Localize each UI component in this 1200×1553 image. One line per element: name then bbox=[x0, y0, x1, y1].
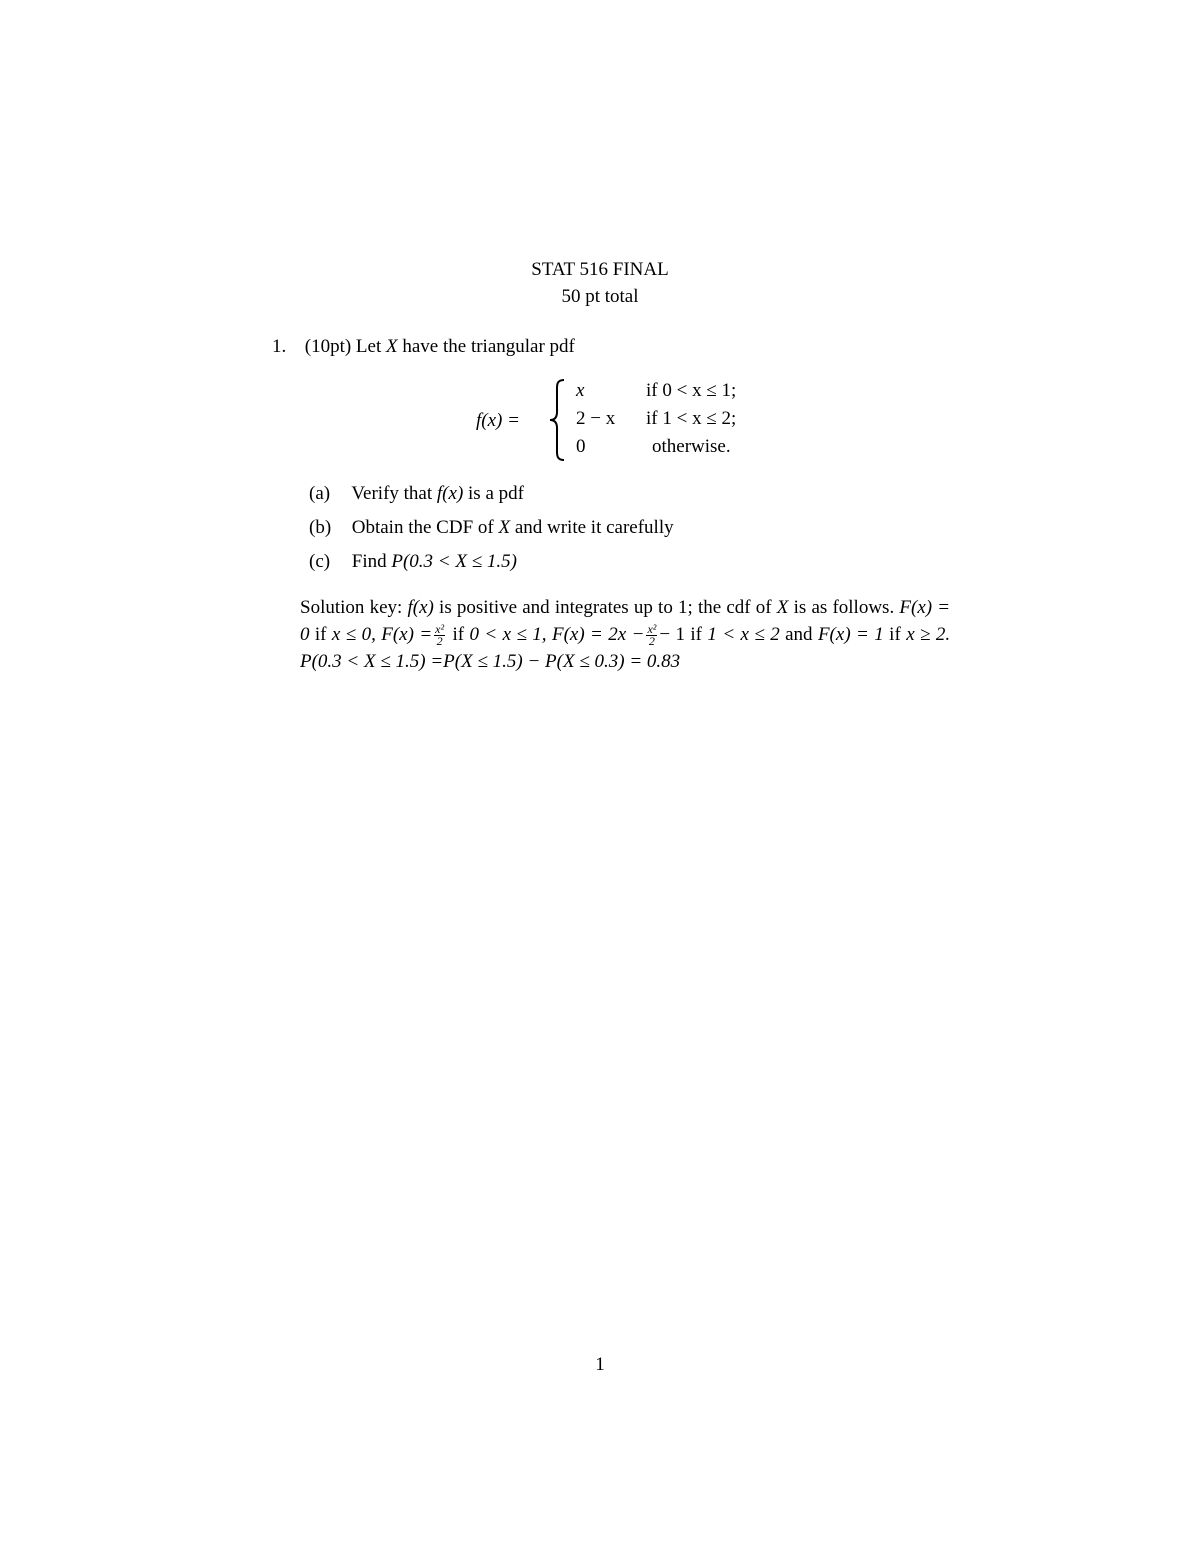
part-post: and write it carefully bbox=[514, 517, 674, 538]
fraction-numerator: x² bbox=[647, 622, 657, 637]
case-condition: if 0 < x ≤ 1; bbox=[646, 380, 737, 401]
page-number: 1 bbox=[595, 1354, 605, 1375]
fraction-numerator: x² bbox=[435, 622, 445, 637]
solution-math: F(x) = 2x − bbox=[551, 624, 645, 645]
prompt-variable: X bbox=[386, 336, 398, 357]
solution-text: if bbox=[452, 624, 465, 645]
solution-text: is positive and integrates up to 1; the cdf of bbox=[439, 597, 772, 618]
part-c bbox=[309, 549, 969, 583]
solution-text: if bbox=[314, 624, 327, 645]
solution-math: X bbox=[776, 597, 789, 618]
left-brace-icon bbox=[548, 378, 568, 462]
part-pre: Verify that bbox=[351, 483, 433, 504]
question-number: 1. bbox=[272, 336, 287, 357]
part-pre: Obtain the CDF of bbox=[351, 517, 494, 538]
case-condition: otherwise. bbox=[652, 436, 731, 457]
solution-math: f(x) bbox=[407, 597, 434, 618]
part-math: P(0.3 < X ≤ 1.5) bbox=[391, 551, 517, 572]
pdf-lhs: f(x) = bbox=[476, 410, 520, 431]
prompt-prefix: (10pt) Let bbox=[304, 336, 382, 357]
question-1-prompt bbox=[272, 334, 972, 360]
fraction bbox=[646, 624, 657, 647]
solution-key bbox=[300, 594, 950, 675]
part-math: f(x) bbox=[436, 483, 464, 504]
document-subtitle: 50 pt total bbox=[561, 286, 639, 307]
fraction-denominator: 2 bbox=[436, 634, 443, 649]
solution-math: 0 < x ≤ 1, bbox=[469, 624, 547, 645]
solution-math: x ≤ 0, bbox=[331, 624, 376, 645]
case-condition: if 1 < x ≤ 2; bbox=[646, 408, 737, 429]
pdf-definition bbox=[476, 378, 796, 462]
case-value: 0 bbox=[576, 436, 586, 457]
solution-text: Solution key: bbox=[300, 597, 403, 618]
part-b bbox=[309, 515, 969, 549]
solution-text: if bbox=[889, 624, 901, 645]
solution-math: P(0.3 < X ≤ 1.5) =P(X ≤ 1.5) − P(X ≤ 0.3) = 0.83 bbox=[300, 651, 681, 672]
prompt-suffix: have the triangular pdf bbox=[402, 336, 575, 357]
part-label: (c) bbox=[309, 551, 331, 572]
solution-text: if bbox=[690, 624, 703, 645]
question-parts bbox=[309, 481, 969, 583]
solution-math: − 1 bbox=[659, 624, 685, 645]
part-label: (a) bbox=[309, 483, 331, 504]
part-pre: Find bbox=[351, 551, 387, 572]
fraction bbox=[434, 624, 445, 647]
solution-math: F(x) = 0 bbox=[300, 597, 951, 645]
fraction-denominator: 2 bbox=[648, 634, 655, 649]
solution-text: and bbox=[785, 624, 813, 645]
solution-math: F(x) = 1 bbox=[817, 624, 884, 645]
case-value: x bbox=[576, 380, 585, 401]
solution-math: x ≥ 2. bbox=[906, 624, 951, 645]
part-label: (b) bbox=[309, 517, 332, 538]
solution-math: F(x) = bbox=[381, 624, 433, 645]
document-title: STAT 516 FINAL bbox=[531, 259, 669, 280]
solution-math: 1 < x ≤ 2 bbox=[707, 624, 780, 645]
solution-text: is as follows. bbox=[793, 597, 895, 618]
part-post: is a pdf bbox=[468, 483, 524, 504]
case-value: 2 − x bbox=[576, 408, 616, 429]
part-a bbox=[309, 481, 969, 515]
part-math: X bbox=[498, 517, 511, 538]
